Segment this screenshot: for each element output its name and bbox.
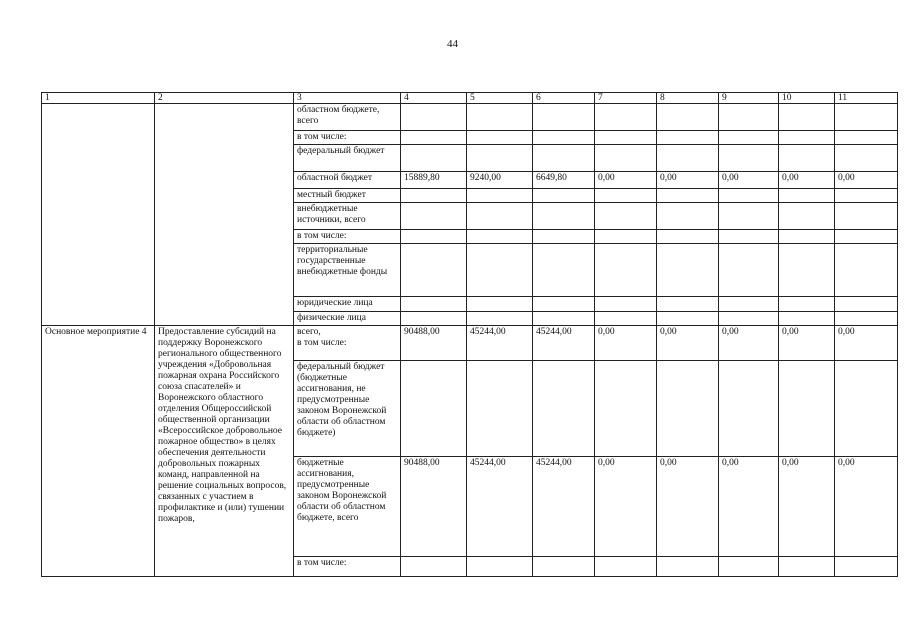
value-cell: [401, 145, 467, 172]
value-cell: [533, 244, 595, 297]
value-cell: [657, 361, 719, 457]
row-label: в том числе:: [294, 131, 401, 145]
value-cell: [719, 244, 779, 297]
value-cell: [835, 104, 898, 131]
value-cell: [401, 131, 467, 145]
row-label: внебюджетные источники, всего: [294, 203, 401, 230]
value-cell: [657, 104, 719, 131]
value-cell: [779, 131, 835, 145]
value-cell: [401, 203, 467, 230]
value-cell: [657, 145, 719, 172]
value-cell: [779, 230, 835, 244]
row-label: областном бюджете, всего: [294, 104, 401, 131]
value-cell: 9240,00: [467, 172, 533, 189]
value-cell: [467, 312, 533, 326]
value-cell: [835, 145, 898, 172]
page-number: 44: [447, 38, 458, 50]
value-cell: [595, 312, 657, 326]
value-cell: 90488,00: [401, 457, 467, 557]
value-cell: [467, 203, 533, 230]
value-cell: [719, 312, 779, 326]
value-cell: [401, 557, 467, 577]
value-cell: [533, 104, 595, 131]
value-cell: 0,00: [835, 172, 898, 189]
value-cell: [779, 361, 835, 457]
column-header: 4: [401, 93, 467, 104]
value-cell: [467, 189, 533, 203]
row-label: территориальные государственные внебюджетные фонды: [294, 244, 401, 297]
value-cell: [533, 131, 595, 145]
column-header: 9: [719, 93, 779, 104]
column-header: 7: [595, 93, 657, 104]
column-header: 11: [835, 93, 898, 104]
value-cell: [779, 104, 835, 131]
value-cell: [719, 189, 779, 203]
value-cell: [779, 312, 835, 326]
value-cell: [533, 145, 595, 172]
value-cell: 0,00: [657, 457, 719, 557]
value-cell: [401, 361, 467, 457]
value-cell: [719, 203, 779, 230]
row-label: бюджетные ассигнования, предусмотренные законом Воронежской области об областном бюджете, всего: [294, 457, 401, 557]
budget-table: [41, 92, 898, 577]
value-cell: 0,00: [779, 457, 835, 557]
table-row: [42, 326, 898, 361]
value-cell: [595, 297, 657, 312]
value-cell: [779, 297, 835, 312]
table-row: [42, 104, 898, 131]
row-label: юридические лица: [294, 297, 401, 312]
row-label: местный бюджет: [294, 189, 401, 203]
value-cell: [467, 104, 533, 131]
value-cell: [467, 244, 533, 297]
value-cell: [835, 131, 898, 145]
value-cell: [835, 230, 898, 244]
value-cell: [719, 297, 779, 312]
value-cell: [401, 297, 467, 312]
value-cell: [835, 312, 898, 326]
value-cell: [533, 312, 595, 326]
value-cell: 0,00: [779, 326, 835, 361]
value-cell: [835, 557, 898, 577]
value-cell: [595, 361, 657, 457]
value-cell: [467, 131, 533, 145]
value-cell: [657, 557, 719, 577]
value-cell: [595, 131, 657, 145]
value-cell: [835, 189, 898, 203]
value-cell: [533, 203, 595, 230]
value-cell: [779, 203, 835, 230]
row-label: областной бюджет: [294, 172, 401, 189]
row-label: всего, в том числе:: [294, 326, 401, 361]
value-cell: [533, 361, 595, 457]
value-cell: 0,00: [835, 326, 898, 361]
value-cell: [595, 189, 657, 203]
value-cell: 0,00: [719, 457, 779, 557]
value-cell: [719, 230, 779, 244]
value-cell: [657, 312, 719, 326]
value-cell: [533, 189, 595, 203]
value-cell: 15889,80: [401, 172, 467, 189]
value-cell: 0,00: [835, 457, 898, 557]
value-cell: [719, 361, 779, 457]
value-cell: 45244,00: [533, 457, 595, 557]
value-cell: [595, 145, 657, 172]
value-cell: [835, 361, 898, 457]
value-cell: [467, 557, 533, 577]
value-cell: [657, 230, 719, 244]
row-label: федеральный бюджет (бюджетные ассигнования, не предусмотренные законом Воронежской области об областном бюджете): [294, 361, 401, 457]
value-cell: 0,00: [719, 326, 779, 361]
column-header: 6: [533, 93, 595, 104]
value-cell: [719, 557, 779, 577]
value-cell: [595, 557, 657, 577]
value-cell: [467, 361, 533, 457]
value-cell: 45244,00: [467, 457, 533, 557]
value-cell: 0,00: [719, 172, 779, 189]
value-cell: [779, 145, 835, 172]
row-label: физические лица: [294, 312, 401, 326]
value-cell: [719, 145, 779, 172]
value-cell: 0,00: [595, 172, 657, 189]
value-cell: [533, 297, 595, 312]
value-cell: [533, 230, 595, 244]
value-cell: [719, 131, 779, 145]
row-label: федеральный бюджет: [294, 145, 401, 172]
row-label: в том числе:: [294, 557, 401, 577]
value-cell: 90488,00: [401, 326, 467, 361]
event-title: Основное мероприятие 4: [42, 326, 155, 577]
value-cell: [595, 203, 657, 230]
value-cell: 45244,00: [467, 326, 533, 361]
row-label: в том числе:: [294, 230, 401, 244]
value-cell: 6649,80: [533, 172, 595, 189]
value-cell: 0,00: [595, 457, 657, 557]
value-cell: [657, 131, 719, 145]
continued-cell-col2: [155, 104, 294, 326]
column-header: 5: [467, 93, 533, 104]
column-header: 3: [294, 93, 401, 104]
value-cell: [835, 297, 898, 312]
column-header: 10: [779, 93, 835, 104]
continued-cell-col1: [42, 104, 155, 326]
value-cell: 0,00: [657, 172, 719, 189]
column-header: 8: [657, 93, 719, 104]
value-cell: [657, 297, 719, 312]
value-cell: [401, 189, 467, 203]
value-cell: 45244,00: [533, 326, 595, 361]
value-cell: [657, 203, 719, 230]
value-cell: [467, 230, 533, 244]
value-cell: [779, 557, 835, 577]
value-cell: [401, 244, 467, 297]
event-description: Предоставление субсидий на поддержку Воронежского регионального общественного учреждения «Добровольная пожарная охрана Российского союза спасателей» и Воронежского областного отделения Общероссийской общественной организации «Всероссийское добровольное пожарное общество» в целях обеспечения деятельности добровольных пожарных команд, направленной на решение социальных вопросов, связанных с участием в профилактике и (или) тушении пожаров,: [155, 326, 294, 577]
column-header: 1: [42, 93, 155, 104]
value-cell: [657, 189, 719, 203]
value-cell: 0,00: [595, 326, 657, 361]
value-cell: [779, 244, 835, 297]
value-cell: [595, 244, 657, 297]
value-cell: [835, 244, 898, 297]
value-cell: [719, 104, 779, 131]
value-cell: [401, 312, 467, 326]
value-cell: 0,00: [657, 326, 719, 361]
value-cell: [467, 145, 533, 172]
value-cell: 0,00: [779, 172, 835, 189]
value-cell: [401, 104, 467, 131]
value-cell: [595, 230, 657, 244]
column-header-row: [42, 93, 898, 104]
value-cell: [467, 297, 533, 312]
value-cell: [401, 230, 467, 244]
value-cell: [779, 189, 835, 203]
value-cell: [595, 104, 657, 131]
value-cell: [657, 244, 719, 297]
value-cell: [835, 203, 898, 230]
value-cell: [533, 557, 595, 577]
column-header: 2: [155, 93, 294, 104]
